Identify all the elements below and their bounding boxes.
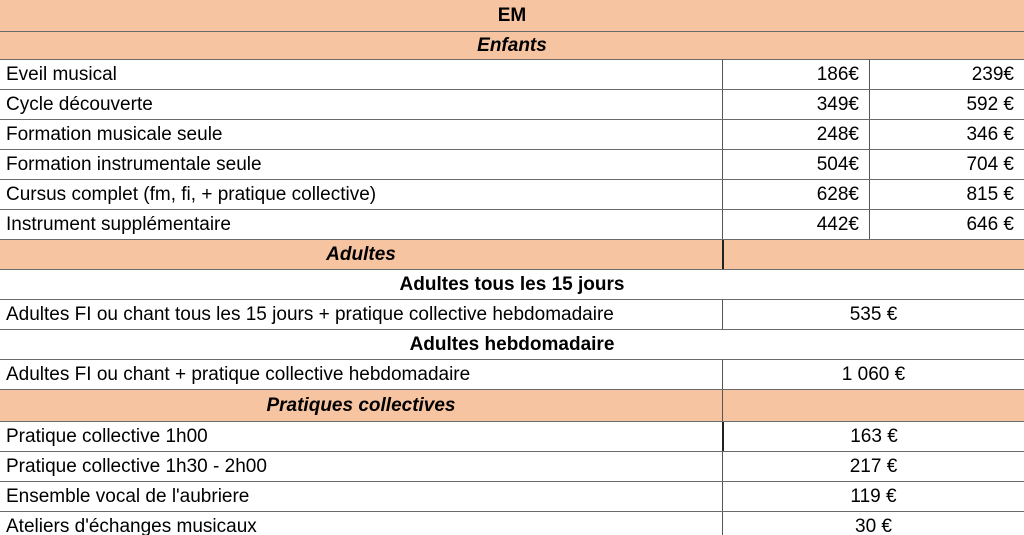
table-row [0,119,1024,149]
price-cell: 646 € [869,210,1024,240]
section-title: Enfants [477,35,547,56]
price-cell: 346 € [869,120,1024,150]
empty-cell [722,240,1024,270]
row-label: Eveil musical [6,64,117,85]
table-row [0,481,1024,511]
price-cell: 217 € [722,452,1024,482]
row-label: Adultes FI ou chant + pratique collective hebdomadaire [6,364,471,385]
price-cell: 248€ [722,120,869,150]
price-cell: 535 € [722,300,1024,330]
price-cell: 442€ [722,210,869,240]
price-cell: 119 € [722,482,1024,512]
table-row [0,179,1024,209]
section-header-adultes [0,239,1024,269]
empty-cell [722,390,1024,422]
table-row [0,359,1024,389]
section-header-pratiques [0,389,1024,421]
table-row [0,451,1024,481]
subsection-title: Adultes hebdomadaire [409,334,615,355]
row-label: Instrument supplémentaire [6,214,231,235]
price-cell: 504€ [722,150,869,180]
price-cell: 239€ [869,60,1024,90]
table-row [0,89,1024,119]
row-label: Pratique collective 1h00 [6,426,208,447]
row-label: Formation instrumentale seule [6,154,262,175]
price-cell: 163 € [722,422,1024,452]
section-title: Adultes [326,244,396,265]
price-cell: 704 € [869,150,1024,180]
section-title: Pratiques collectives [266,395,456,416]
price-cell: 30 € [722,512,1024,535]
section-header-enfants [0,31,1024,59]
table-row [0,299,1024,329]
row-label: Cycle découverte [6,94,153,115]
subsection-header [0,329,1024,359]
table-row [0,421,1024,451]
row-label: Ateliers d'échanges musicaux [6,516,257,535]
price-cell: 349€ [722,90,869,120]
price-cell: 1 060 € [722,360,1024,390]
row-label: Pratique collective 1h30 - 2h00 [6,456,267,477]
row-label: Adultes FI ou chant tous les 15 jours + pratique collective hebdomadaire [6,304,614,325]
row-label: Cursus complet (fm, fi, + pratique collective) [6,184,377,205]
price-cell: 628€ [722,180,869,210]
price-cell: 186€ [722,60,869,90]
table-row [0,511,1024,534]
table-row [0,59,1024,89]
table-title: EM [497,5,527,26]
price-cell: 592 € [869,90,1024,120]
subsection-header [0,269,1024,299]
table-row [0,209,1024,239]
table-row [0,149,1024,179]
row-label: Formation musicale seule [6,124,223,145]
row-label: Ensemble vocal de l'aubriere [6,486,250,507]
price-cell: 815 € [869,180,1024,210]
table-header-row [0,0,1024,31]
subsection-title: Adultes tous les 15 jours [399,274,625,295]
